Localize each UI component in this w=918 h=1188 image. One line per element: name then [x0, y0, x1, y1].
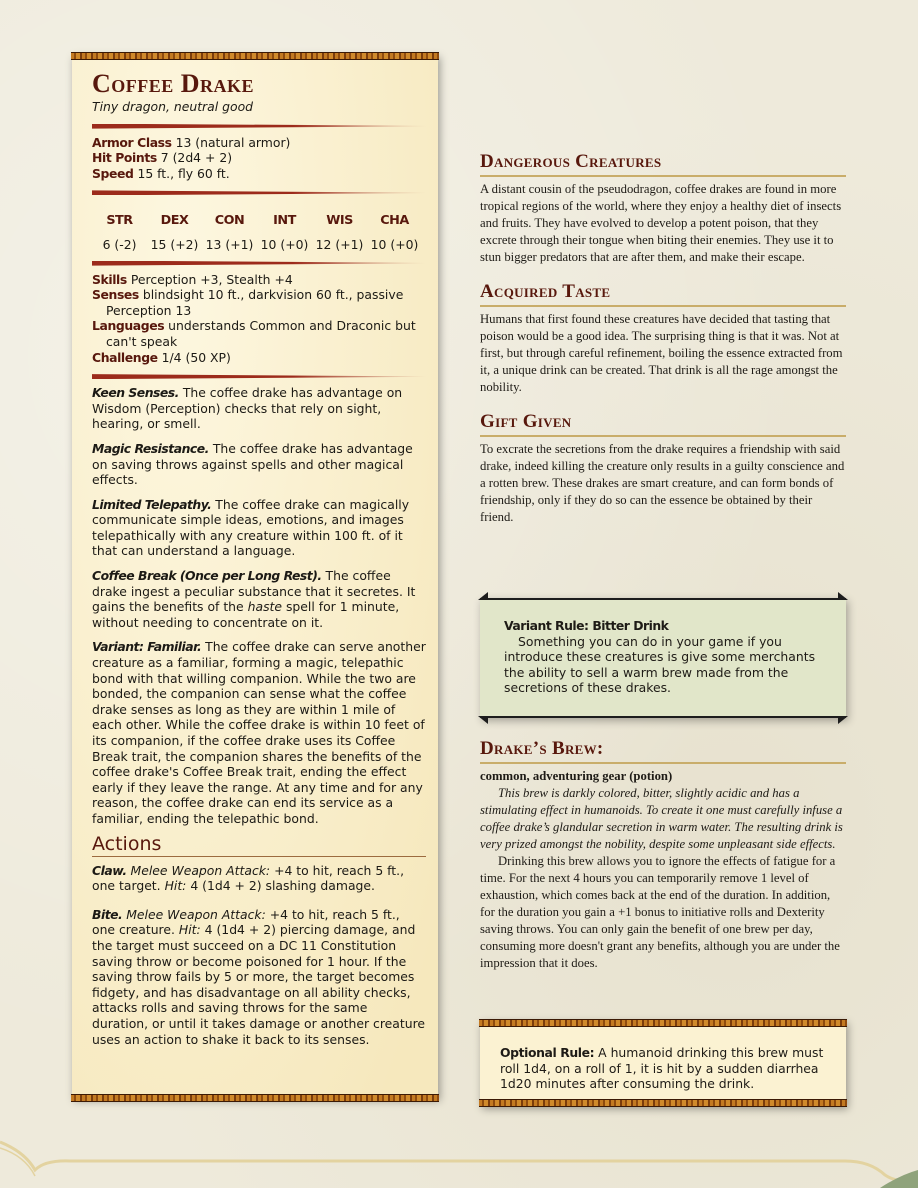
trait-magic-resistance: [92, 441, 426, 488]
section-heading: Acquired Taste: [480, 280, 846, 307]
action-name: Claw.: [92, 862, 127, 878]
actions-list: [92, 863, 426, 1048]
section-text: To excrate the secretions from the drake requires a friendship with said drake, indeed killing the creature only results in a guilty conscience and a rotten brew. These drakes are smart creature, and can form bonds of friendship, only if they do so can the essence be obtained by their friend.: [480, 442, 845, 524]
senses-label: Senses: [92, 287, 139, 303]
note-top-border: [479, 1019, 847, 1027]
trait-name: Variant: Familiar.: [92, 639, 202, 655]
ability-label: CHA: [380, 213, 409, 229]
trait-coffee-break: [92, 568, 426, 630]
section-gift-given: [480, 410, 846, 526]
ability-value: 6 (-2): [102, 236, 137, 252]
section-dangerous-creatures: [480, 150, 846, 266]
languages: [92, 318, 426, 349]
creature-type: Tiny dragon, neutral good: [92, 99, 254, 114]
variant-rule-note: [480, 598, 846, 718]
trait-text: The coffee drake can serve another creature as a familiar, forming a magic, telepathic bond with that willing companion. While the two are bonded, the companion can sense what the coffee drake senses as long as they are within 1 mile of each other. While the coffee drake is within 10 feet of its companion, if the coffee drake uses its Coffee Break trait, the companion shares the benefits of the coffee drake's Coffee Break trait, ending the effect early if they leave the range. At any time and for any reason, the coffee drake can end its service as a familiar, ending the telepathic bond.: [92, 639, 426, 826]
corner-decoration: [478, 716, 488, 724]
ability-label: STR: [106, 213, 133, 229]
senses-value: blindsight 10 ft., darkvision 60 ft., passive Perception 13: [106, 287, 404, 318]
armor-class: [92, 135, 426, 151]
action-bite: [92, 907, 426, 1047]
lore-column: [480, 150, 846, 540]
languages-label: Languages: [92, 318, 165, 334]
corner-decoration: [838, 716, 848, 724]
hit-label: Hit:: [164, 878, 187, 894]
section-text: Humans that first found these creatures have decided that tasting that poison would be a good idea. The surprising thing is that it was. Not at first, but through careful refinement, boiling the essence extracted from it, a unique drink can be created. That drink is all the rage amongst the nobility.: [480, 312, 843, 394]
tapered-rule: [92, 261, 426, 266]
ability-value: 12 (+1): [315, 236, 364, 252]
speed-label: Speed: [92, 165, 134, 181]
trait-name: Limited Telepathy.: [92, 496, 212, 512]
hit-points-value: 7 (2d4 + 2): [160, 150, 233, 166]
ability-str: [92, 213, 147, 252]
optional-rule-note: [480, 1020, 846, 1106]
creature-name: Coffee Drake: [92, 69, 255, 98]
ability-dex: [147, 213, 202, 252]
trait-name: Keen Senses.: [92, 385, 179, 401]
attack-type: Melee Weapon Attack:: [130, 862, 271, 878]
note-text: Something you can do in your game if you introduce these creatures is give some merchants the ability to sell a warm brew made from the secretions of these drakes.: [504, 633, 816, 696]
hit-label: Hit:: [178, 922, 201, 938]
action-claw: [92, 863, 426, 894]
ability-label: CON: [214, 213, 245, 229]
spell-name: haste: [247, 599, 283, 615]
ability-value: 15 (+2): [150, 236, 199, 252]
skills: [92, 272, 426, 288]
section-heading: Dangerous Creatures: [480, 150, 846, 177]
attack-text: +4 to hit, reach 5 ft., one target.: [92, 862, 405, 894]
challenge-value: 1/4 (50 XP): [161, 349, 231, 365]
actions-heading: Actions: [92, 833, 426, 857]
tapered-rule: [92, 124, 426, 129]
hit-points: [92, 150, 426, 166]
trait-text: The coffee drake can magically communicate simple ideas, emotions, and images telepathically with any creature within 100 ft. of it that can understand a language.: [92, 496, 410, 559]
ability-label: WIS: [326, 213, 353, 229]
optional-rule-label: Optional Rule:: [500, 1045, 595, 1060]
section-drakes-brew: [480, 737, 846, 972]
ability-con: [202, 213, 257, 252]
trait-text: The coffee drake has advantage on saving throws against spells and other magical effects.: [92, 440, 413, 488]
languages-value: understands Common and Draconic but can't speak: [106, 318, 416, 349]
trait-text: The coffee drake has advantage on Wisdom (Perception) checks that rely on sight, hearing, or smell.: [92, 385, 403, 432]
stat-block-top-border: [71, 52, 439, 60]
challenge-label: Challenge: [92, 349, 158, 365]
hit-points-label: Hit Points: [92, 150, 157, 166]
ability-scores: [92, 201, 422, 256]
optional-rule-body: A humanoid drinking this brew must roll 1d4, on a roll of 1, it is hit by a sudden diarrhea 1d20 minutes after consuming the drink.: [500, 1045, 824, 1092]
skills-label: Skills: [92, 271, 127, 287]
optional-rule-text: [500, 1045, 826, 1092]
ability-label: INT: [273, 213, 296, 229]
stat-block-bottom-border: [71, 1094, 439, 1102]
note-bottom-border: [479, 1099, 847, 1107]
section-heading: Gift Given: [480, 410, 846, 437]
speed: [92, 166, 426, 182]
section-text: A distant cousin of the pseudodragon, coffee drakes are found in more tropical regions of the world, where they enjoy a healthy diet of insects and fruits. They have evolved to develop a potent poison, that they excrete through their tongue when biting their enemies. They use it to stun bigger predators that are after them, and make their escape.: [480, 182, 842, 264]
action-name: Bite.: [92, 906, 123, 922]
attack-type: Melee Weapon Attack:: [126, 906, 266, 922]
ability-value: 10 (+0): [260, 236, 309, 252]
armor-class-label: Armor Class: [92, 134, 172, 150]
trait-limited-telepathy: [92, 497, 426, 559]
footer-ornament: [0, 1130, 918, 1188]
item-description-italic: This brew is darkly colored, bitter, slightly acidic and has a stimulating effect in humanoids. To create it one must carefully infuse a coffee drake’s glandular secretion in warm water. The resulting drink is very prized amongst the nobility, despite some unpleasant side effects.: [480, 786, 843, 851]
section-heading: Drake’s Brew:: [480, 737, 846, 764]
stat-block: [72, 54, 438, 1098]
hit-text: 4 (1d4 + 2) piercing damage, and the target must succeed on a DC 11 Constitution saving throw or become poisoned for 1 hour. If the saving throw fails by 5 or more, the target becomes fidgety, and has disadvantage on all ability checks, attacks rolls and saving throws for the same duration, or until it takes damage or another creature uses an action to shake it back to its senses.: [92, 922, 426, 1047]
ability-label: DEX: [160, 213, 189, 229]
trait-text: spell for 1 minute, without needing to concentrate on it.: [92, 599, 400, 630]
ability-value: 13 (+1): [205, 236, 254, 252]
tapered-rule: [92, 374, 426, 379]
item-subtitle: common, adventuring gear (potion): [480, 769, 673, 783]
ability-int: [257, 213, 312, 252]
trait-variant-familiar: [92, 639, 426, 826]
item-description: Drinking this brew allows you to ignore the effects of fatigue for a time. For the next 4 hours you can temporarily remove 1 level of exhaustion, which comes back at the end of the duration. In addition, for the duration you gain a +1 bonus to initiative rolls and Dexterity saving throws. You can only gain the benefit of one brew per day, consuming more doesn't grant any benefits, although you are under the impression that it does.: [480, 854, 840, 970]
ability-cha: [367, 213, 422, 252]
challenge: [92, 350, 426, 366]
speed-value: 15 ft., fly 60 ft.: [137, 165, 230, 181]
ability-wis: [312, 213, 367, 252]
attack-text: +4 to hit, reach 5 ft., one creature.: [92, 906, 400, 938]
trait-text: The coffee drake ingest a peculiar substance that it secretes. It gains the benefits of the: [92, 568, 416, 615]
tapered-rule: [92, 190, 426, 195]
trait-name: Magic Resistance.: [92, 440, 209, 456]
trait-keen-senses: [92, 385, 426, 432]
armor-class-value: 13 (natural armor): [175, 134, 291, 150]
note-title: Variant Rule: Bitter Drink: [504, 618, 669, 633]
senses: [92, 287, 426, 318]
skills-value: Perception +3, Stealth +4: [130, 271, 293, 287]
hit-text: 4 (1d4 + 2) slashing damage.: [190, 878, 375, 894]
ability-value: 10 (+0): [370, 236, 419, 252]
traits-list: [92, 385, 426, 826]
trait-name: Coffee Break (Once per Long Rest).: [92, 568, 322, 584]
section-acquired-taste: [480, 280, 846, 396]
